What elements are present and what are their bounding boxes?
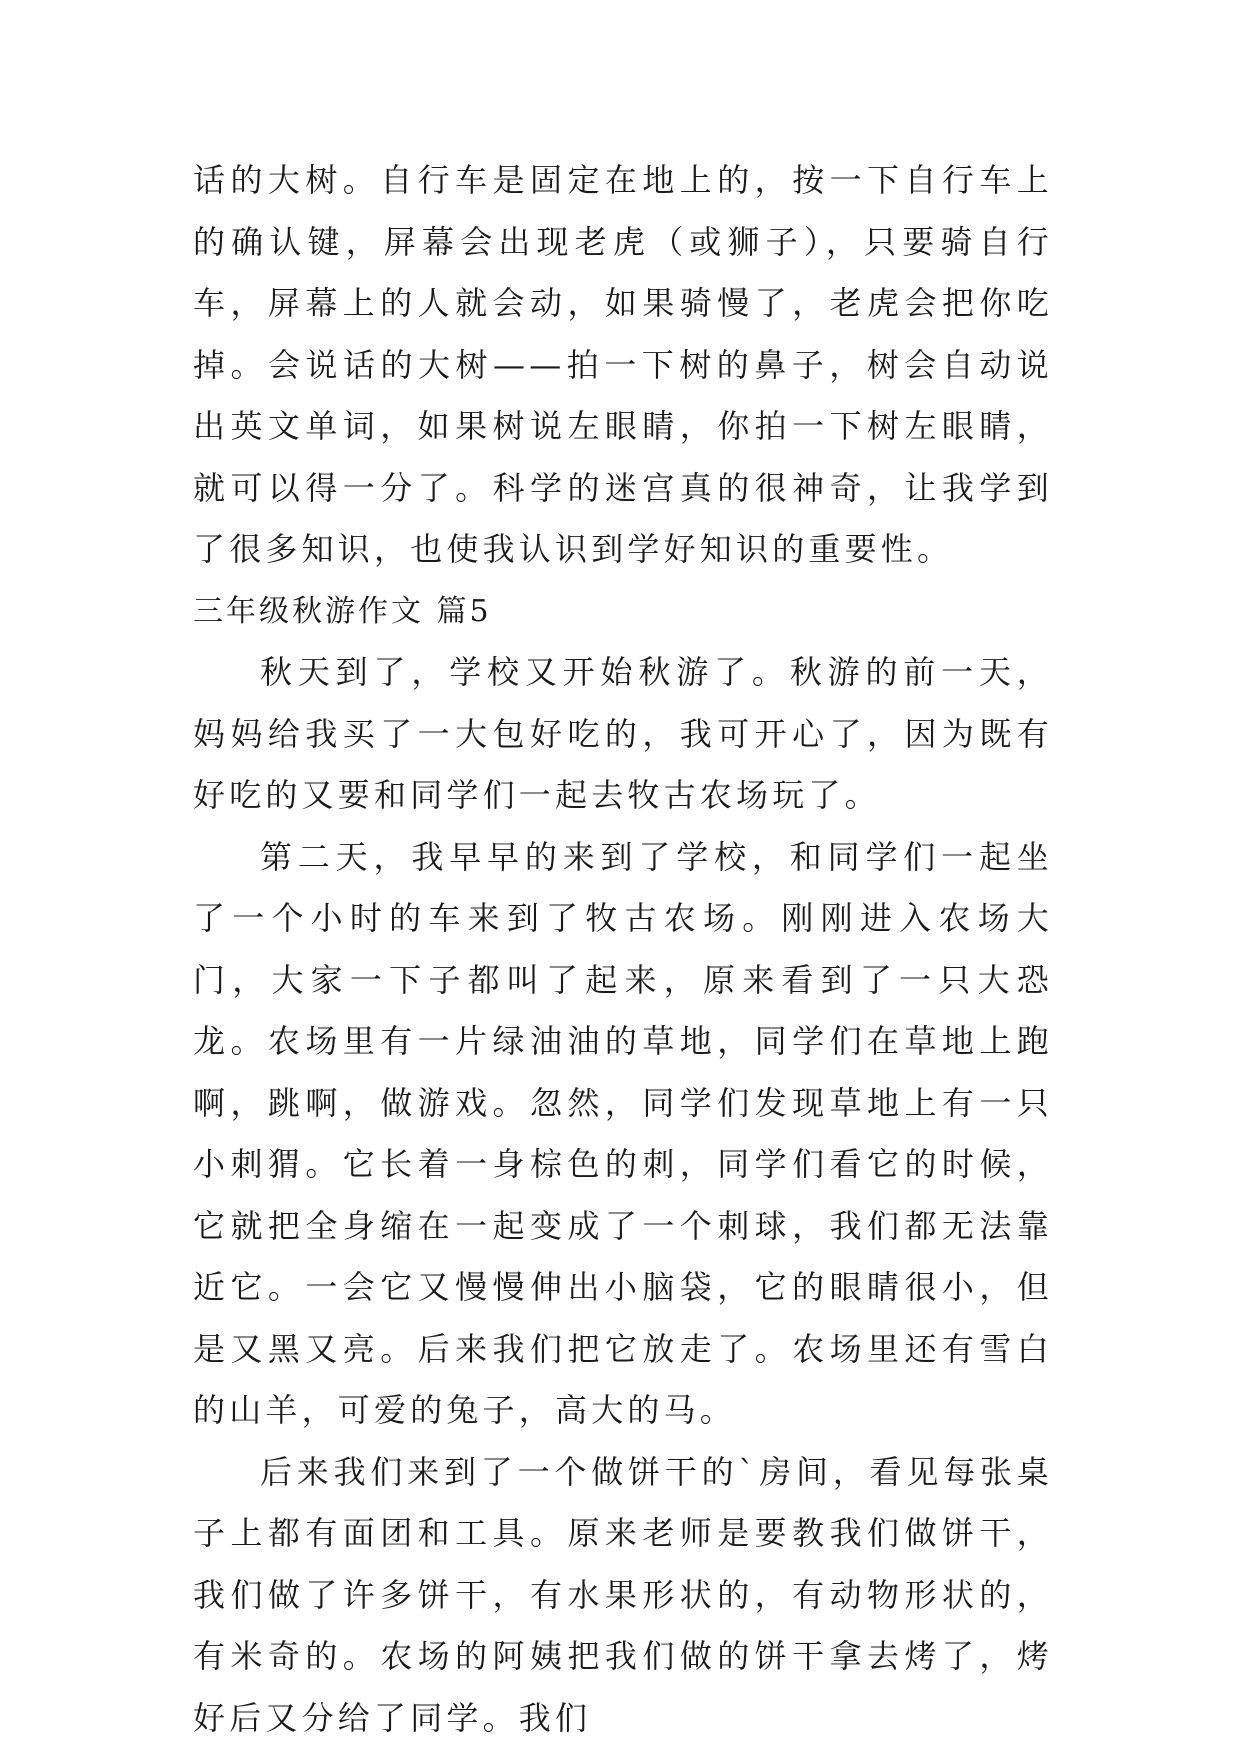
document-page — [193, 150, 1053, 1749]
section-title: 三年级秋游作文 篇5 — [193, 593, 492, 629]
paragraph-continued: 话的大树。自行车是固定在地上的，按一下自行车上的确认键，屏幕会出现老虎（或狮子），只要骑自行车，屏幕上的人就会动，如果骑慢了，老虎会把你吃掉。会说话的大树——拍一下树的鼻子，树会自动说出英文单词，如果树说左眼睛，你拍一下树左眼睛，就可以得一分了。科学的迷宫真的很神奇，让我学到了很多知识，也使我认识到学好知识的重要性。 — [193, 161, 1053, 568]
paragraph-1: 秋天到了，学校又开始秋游了。秋游的前一天，妈妈给我买了一大包好吃的，我可开心了，因为既有好吃的又要和同学们一起去牧古农场玩了。 — [193, 653, 1053, 814]
paragraph-2: 第二天，我早早的来到了学校，和同学们一起坐了一个小时的车来到了牧古农场。刚刚进入农场大门，大家一下子都叫了起来，原来看到了一只大恐龙。农场里有一片绿油油的草地，同学们在草地上跑啊，跳啊，做游戏。忽然，同学们发现草地上有一只小刺猬。它长着一身棕色的刺，同学们看它的时候，它就把全身缩在一起变成了一个刺球，我们都无法靠近它。一会它又慢慢伸出小脑袋，它的眼睛很小，但是又黑又亮。后来我们把它放走了。农场里还有雪白的山羊，可爱的兔子，高大的马。 — [193, 837, 1053, 1429]
paragraph-3: 后来我们来到了一个做饼干的`房间，看见每张桌子上都有面团和工具。原来老师是要教我们做饼干，我们做了许多饼干，有水果形状的，有动物形状的，有米奇的。农场的阿姨把我们做的饼干拿去烤了，烤好后又分给了同学。我们 — [193, 1452, 1053, 1737]
